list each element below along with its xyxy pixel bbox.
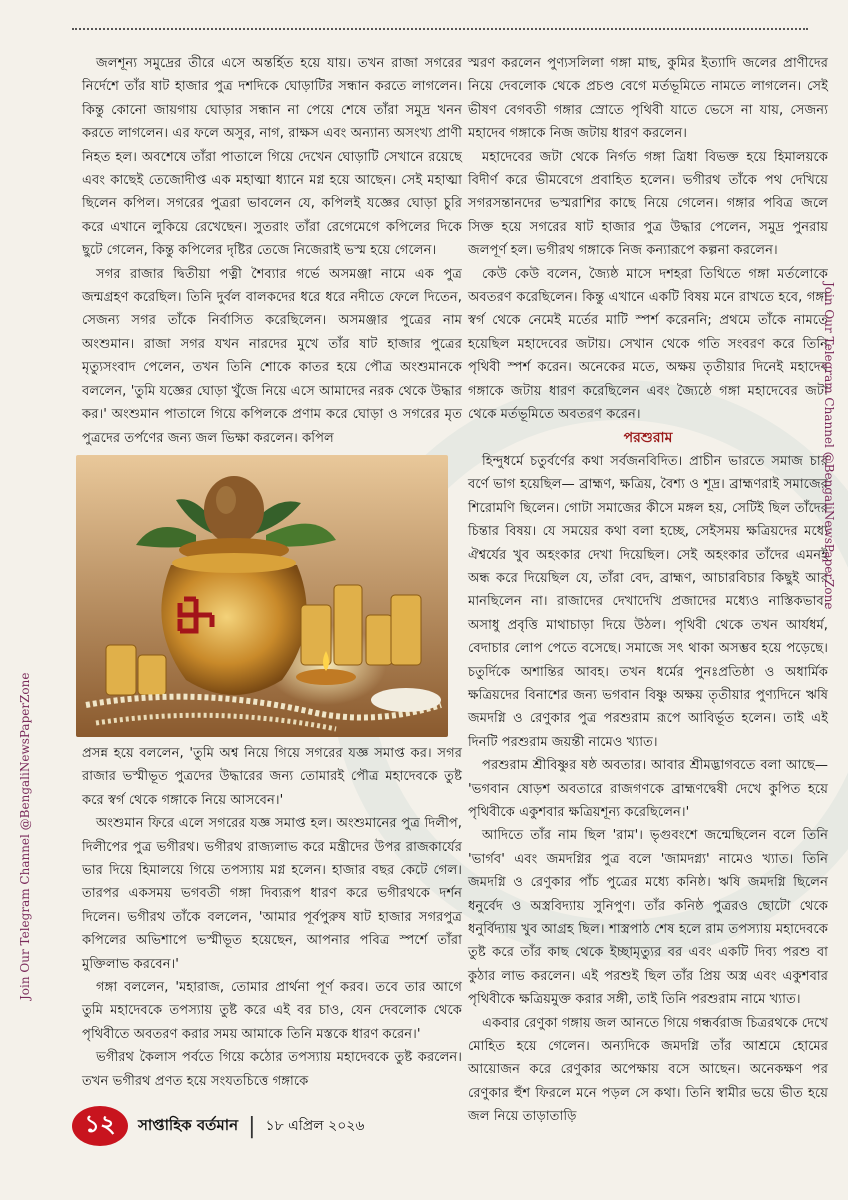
paragraph: একবার রেণুকা গঙ্গায় জল আনতে গিয়ে গন্ধর্বরাজ চিত্ররথকে দেখে মোহিত হয়ে গেলেন। অন্যদিকে জমদগ্নি তাঁর আশ্রমে হোমের আয়োজন করে রেণুকার অপেক্ষায় বসে আছেন। অনেকক্ষণ পর রেণুকার হুঁশ ফিরলে মনে পড়ল সে কথা। তিনি স্বামীর ভয়ে ভীত হয়ে জল নিয়ে তাড়াতাড়ি bbox=[468, 1015, 828, 1125]
page-number-badge: ১২ bbox=[72, 1106, 128, 1146]
left-column bbox=[82, 52, 462, 450]
left-column-bottom bbox=[82, 742, 462, 1093]
paragraph: গঙ্গা বললেন, 'মহারাজ, তোমার প্রার্থনা পূর্ণ করব। তবে তার আগে তুমি মহাদেবকে তপস্যায় তুষ্ট করে এই বর চাও, যেন দেবলোক থেকে পৃথিবীতে অবতরণ করার সময় আমাকে তিনি মস্তকে ধারণ করেন।' bbox=[82, 980, 462, 1042]
paragraph: প্রসন্ন হয়ে বললেন, 'তুমি অশ্ব নিয়ে গিয়ে সগরের যজ্ঞ সমাপ্ত কর। সগর রাজার ভস্মীভূত পুত্রদের উদ্ধারের জন্য তোমারই পৌত্র মহাদেবকে তুষ্ট করে স্বর্গ থেকে গঙ্গাকে নিয়ে আসবেন।' bbox=[82, 746, 462, 808]
right-column bbox=[468, 52, 828, 1129]
telegram-side-text-left: Join Our Telegram Channel @BengaliNewsPaperZone bbox=[18, 672, 32, 1000]
telegram-side-text-right: Join Our Telegram Channel @BengaliNewsPaperZone bbox=[822, 282, 836, 610]
page-footer bbox=[72, 1104, 472, 1148]
paragraph: মহাদেবের জটা থেকে নির্গত গঙ্গা ত্রিধা বিভক্ত হয়ে হিমালয়কে বিদীর্ণ করে ভীমবেগে প্রবাহিত হলেন। ভগীরথ তাঁকে পথ দেখিয়ে সগরসন্তানদের ভস্মরাশির কাছে নিয়ে গেলেন। গঙ্গার পবিত্র জলে সিক্ত হয়ে সগরের ষাট হাজার পুত্র উদ্ধার পেলেন, সমুদ্র পুনরায় জলপূর্ণ হল। ভগীরথ গঙ্গাকে নিজ কন্যারূপে কল্পনা করলেন। bbox=[468, 149, 828, 259]
paragraph: ভগীরথ কৈলাস পর্বতে গিয়ে কঠোর তপস্যায় মহাদেবকে তুষ্ট করলেন। তখন ভগীরথ প্রণত হয়ে সংযতচিত্তে গঙ্গাকে bbox=[82, 1050, 462, 1089]
paragraph: আদিতে তাঁর নাম ছিল 'রাম'। ভৃগুবংশে জন্মেছিলেন বলে তিনি 'ভার্গব' এবং জমদগ্নির পুত্র বলে 'জামদগ্ন্য' নামেও খ্যাত। তিনি জমদগ্নি ও রেণুকার পাঁচ পুত্রের মধ্যে কনিষ্ঠ। ঋষি জমদগ্নি ছিলেন ধনুর্বেদ ও অস্ত্রবিদ্যায় সুনিপুণ। তাঁর কনিষ্ঠ পুত্ররও ছোটো থেকে ধনুর্বিদ্যায় খুব আগ্রহ ছিল। শাস্ত্রপাঠ শেষ হলে রাম তপস্যায় মহাদেবকে তুষ্ট করে তাঁর কাছ থেকে ইচ্ছামৃত্যুর বর এবং একটি দিব্য পরশু বা কুঠার লাভ করলেন। এই পরশুই ছিল তাঁর প্রিয় অস্ত্র এবং একুশবার পৃথিবীকে ক্ষত্রিয়মুক্ত করার সঙ্গী, তাই তিনি পরশুরাম নামে খ্যাত। bbox=[468, 828, 828, 1008]
magazine-name: সাপ্তাহিক বর্তমান bbox=[138, 1115, 239, 1134]
footer-separator: | bbox=[248, 1113, 256, 1139]
section-heading-parashuram: পরশুরাম bbox=[623, 429, 673, 446]
paragraph: অংশুমান ফিরে এলে সগরের যজ্ঞ সমাপ্ত হল। অংশুমানের পুত্র দিলীপ, দিলীপের পুত্র ভগীরথ। ভগীরথ রাজ্যলাভ করে মন্ত্রীদের উপর রাজকার্যের ভার দিয়ে হিমালয়ে গিয়ে তপস্যায় মগ্ন হলেন। হাজার বছর কেটে গেল। তারপর একসময় ভগবতী গঙ্গা দিব্যরূপ ধারণ করে ভগীরথকে দর্শন দিলেন। ভগীরথ তাঁকে বললেন, 'আমার পূর্বপুরুষ ষাট হাজার সগরপুত্র কপিলের অভিশাপে ভস্মীভূত হয়েছেন, আপনার পবিত্র স্পর্শে তাঁরা মুক্তিলাভ করবেন।' bbox=[82, 816, 462, 972]
kalash-illustration bbox=[76, 455, 448, 737]
paragraph: পরশুরাম শ্রীবিষ্ণুর ষষ্ঠ অবতার। আবার শ্রীমদ্ভাগবতে বলা আছে— 'ভগবান ষোড়শ অবতারে রাজগণকে ব্রাহ্মণদ্বেষী দেখে কুপিত হয়ে পৃথিবীকে একুশবার ক্ষত্রিয়শূন্য করেছিলেন।' bbox=[468, 758, 828, 820]
paragraph: স্মরণ করলেন পুণ্যসলিলা গঙ্গা মাছ, কুমির ইত্যাদি জলের প্রাণীদের নিয়ে দেবলোক থেকে প্রচণ্ড বেগে মর্তভূমিতে নামতে লাগলেন। সেই ভীষণ বেগবতী গঙ্গার স্রোতে পৃথিবী যাতে ভেসে না যায়, সেজন্য মহাদেব গঙ্গাকে নিজ জটায় ধারণ করলেন। bbox=[468, 56, 828, 142]
paragraph: কেউ কেউ বলেন, জ্যৈষ্ঠ মাসে দশহরা তিথিতে গঙ্গা মর্তলোকে অবতরণ করেছিলেন। কিন্তু এখানে একটি বিষয় মনে রাখতে হবে, গঙ্গা স্বর্গ থেকে নেমেই মর্তের মাটি স্পর্শ করেননি; প্রথমে তাঁকে নামতে হয়েছিল মহাদেবের জটায়। সেখান থেকে গতি সংবরণ করে তিনি পৃথিবী স্পর্শ করেন। অনেকের মতে, অক্ষয় তৃতীয়ার দিনেই মহাদেব গঙ্গাকে জটায় ধারণ করেছিলেন এবং জ্যৈষ্ঠে গঙ্গা মহাদেবের জটা থেকে মর্তভূমিতে অবতরণ করেন। bbox=[468, 266, 828, 423]
kalash-gold-coins-image bbox=[76, 455, 448, 737]
paragraph: হিন্দুধর্মে চতুর্বর্ণের কথা সর্বজনবিদিত। প্রাচীন ভারতে সমাজ চার বর্ণে ভাগ হয়েছিল— ব্রাহ্মণ, ক্ষত্রিয়, বৈশ্য ও শূদ্র। ব্রাহ্মণরাই সমাজের শিরোমণি ছিলেন। গোটা সমাজের কীসে মঙ্গল হয়, সেটিই ছিল তাঁদের চিন্তার বিষয়। যে সময়ের কথা বলা হচ্ছে, সেইসময় ক্ষত্রিয়দের মধ্যে ঐশ্বর্যের খুব অহংকার দেখা দিয়েছিল। সেই অহংকার তাঁদের এমনই অন্ধ করে দিয়েছিল যে, তাঁরা বেদ, ব্রাহ্মণ, আচারবিচার কিছুই আর মানছিলেন না। রাজাদের দেখাদেখি প্রজাদের মধ্যেও নাস্তিকভাব, অসাধু প্রবৃত্তি মাথাচাড়া দিয়ে উঠল। পৃথিবী থেকে তখন আর্যধর্ম, বেদাচার লোপ পেতে বসেছে। সমাজে সৎ থাকা অসম্ভব হয়ে পড়েছে। চতুর্দিকে অশান্তির আবহ। তখন ধর্মের পুনঃপ্রতিষ্ঠা ও অধার্মিক ক্ষত্রিয়দের বিনাশের জন্য ভগবান বিষ্ণু অক্ষয় তৃতীয়ার পুণ্যদিনে ঋষি জমদগ্নি ও রেণুকার পুত্র পরশুরাম রূপে আবির্ভূত হলেন। তাই এই দিনটি পরশুরাম জয়ন্তী নামেও খ্যাত। bbox=[468, 453, 828, 750]
paragraph: জলশূন্য সমুদ্রের তীরে এসে অন্তর্হিত হয়ে যায়। তখন রাজা সগরের নির্দেশে তাঁর ষাট হাজার পুত্র দশদিকে ঘোড়াটির সন্ধান করতে লাগলেন। কিন্তু কোনো জায়গায় ঘোড়ার সন্ধান না পেয়ে শেষে তাঁরা সমুদ্র খনন করতে লাগলেন। এর ফলে অসুর, নাগ, রাক্ষস এবং অন্যান্য অসংখ্য প্রাণী নিহত হল। অবশেষে তাঁরা পাতালে গিয়ে দেখেন ঘোড়াটি সেখানে রয়েছে এবং কাছেই তেজোদীপ্ত এক মহাত্মা ধ্যানে মগ্ন হয়ে আছেন। সেই মহাত্মা ছিলেন কপিল। সগরের পুত্ররা ভাবলেন যে, কপিলই যজ্ঞের ঘোড়া চুরি করে এখানে লুকিয়ে রেখেছেন। সুতরাং তাঁরা রেগেমেগে কপিলের দিকে ছুটে গেলেন, কিন্তু কপিলের দৃষ্টির তেজে নিজেরাই ভস্ম হয়ে গেলেন। bbox=[82, 56, 462, 259]
paragraph: সগর রাজার দ্বিতীয়া পত্নী শৈব্যার গর্ভে অসমঞ্জা নামে এক পুত্র জন্মগ্রহণ করেছিল। তিনি দুর্বল বালকদের ধরে ধরে নদীতে ফেলে দিতেন, সেজন্য সগর তাঁকে নির্বাসিত করেছিলেন। অসমঞ্জার পুত্রের নাম অংশুমান। রাজা সগর যখন নারদের মুখে তাঁর ষাট হাজার পুত্রের মৃত্যুসংবাদ পেলেন, তখন তিনি শোকে কাতর হয়ে পৌত্র অংশুমানকে বললেন, 'তুমি যজ্ঞের ঘোড়া খুঁজে নিয়ে এসে আমাদের নরক থেকে উদ্ধার কর।' অংশুমান পাতালে গিয়ে কপিলকে প্রণাম করে ঘোড়া ও সগরের মৃত পুত্রদের তর্পণের জন্য জল ভিক্ষা করলেন। কপিল bbox=[82, 266, 462, 446]
top-dotted-rule bbox=[72, 28, 808, 30]
issue-date: ১৮ এপ্রিল ২০২৬ bbox=[265, 1118, 365, 1134]
